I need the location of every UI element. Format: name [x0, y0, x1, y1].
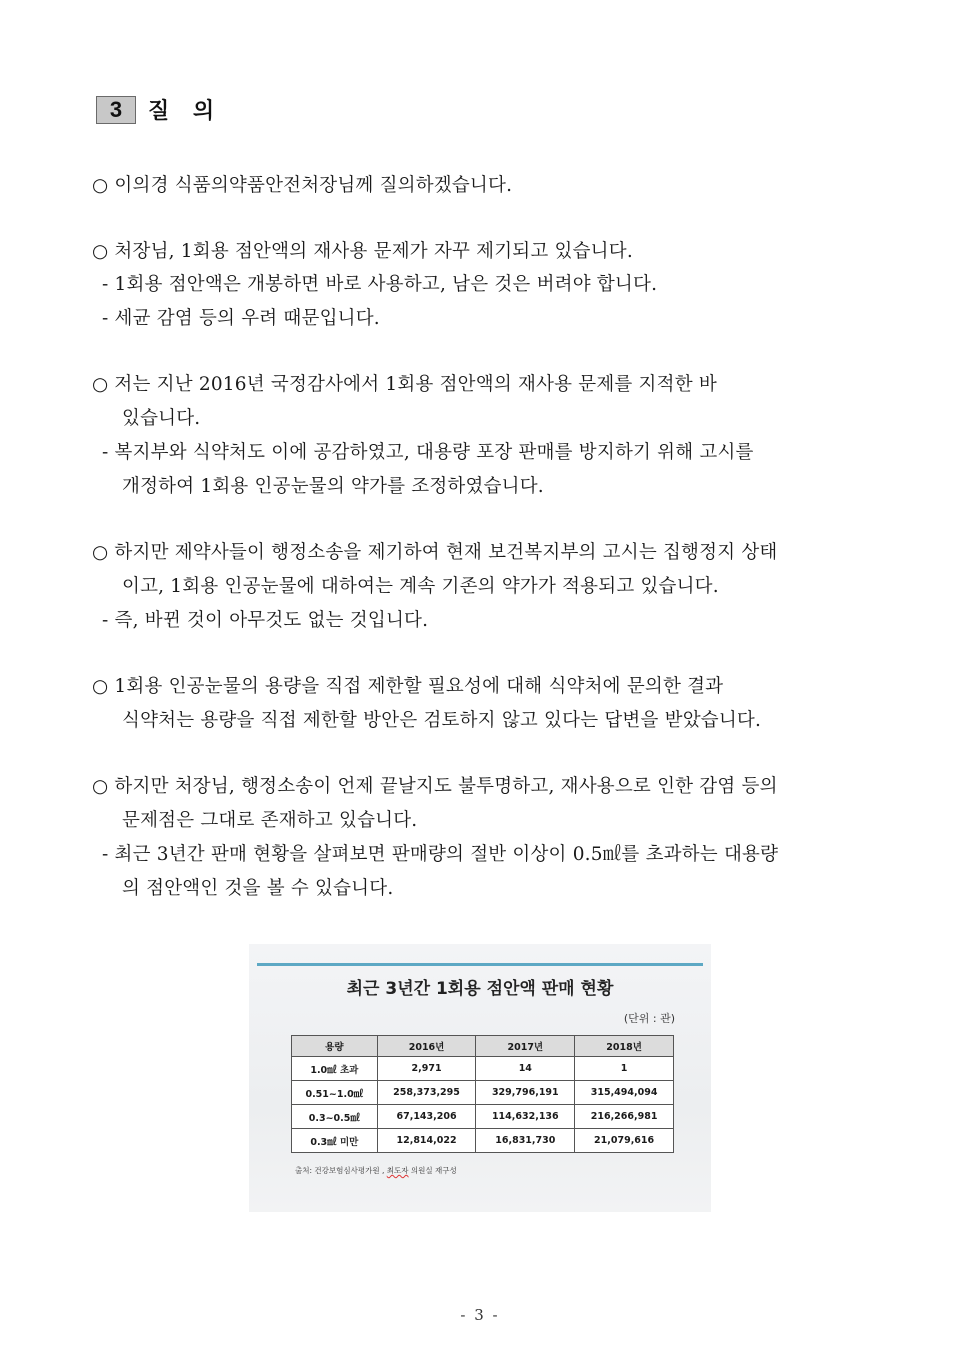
table-cell: 0.3㎖ 미만: [292, 1129, 378, 1153]
bullet-paragraph-line: ○ 1회용 인공눈물의 용량을 직접 제한할 필요성에 대해 식약처에 문의한 결과: [92, 676, 724, 697]
table-cell: 1.0㎖ 초과: [292, 1057, 378, 1081]
table-row: [292, 1057, 674, 1081]
table-cell: 114,632,136: [476, 1105, 575, 1129]
table-cell: 315,494,094: [575, 1081, 674, 1105]
bullet-paragraph-line: ○ 처장님, 1회용 점안액의 재사용 문제가 자꾸 제기되고 있습니다.: [92, 241, 633, 262]
section-title: 질 의: [148, 99, 223, 124]
table-row: [292, 1105, 674, 1129]
section-heading: [96, 94, 222, 125]
dash-sub-point-line: - 최근 3년간 판매 현황을 살펴보면 판매량의 절반 이상이 0.5㎖를 초과하는 대용량: [102, 844, 779, 865]
table-row: [292, 1081, 674, 1105]
table-header-row: [292, 1036, 674, 1057]
continuation-line: 있습니다.: [122, 408, 201, 429]
continuation-line: 이고, 1회용 인공눈물에 대하여는 계속 기존의 약가가 적용되고 있습니다.: [122, 576, 719, 597]
dash-sub-point-line: - 세균 감염 등의 우려 때문입니다.: [102, 308, 380, 329]
table-cell: 329,796,191: [476, 1081, 575, 1105]
table-cell: 16,831,730: [476, 1129, 575, 1153]
column-header: 용량: [292, 1036, 378, 1057]
bullet-paragraph-line: ○ 이의경 식품의약품안전처장님께 질의하겠습니다.: [92, 175, 513, 196]
bullet-paragraph-line: ○ 하지만 제약사들이 행정소송을 제기하여 현재 보건복지부의 고시는 집행정지 상태: [92, 542, 778, 563]
sales-table: [291, 1035, 674, 1153]
table-cell: 0.3~0.5㎖: [292, 1105, 378, 1129]
table-row: [292, 1129, 674, 1153]
source-name: 최도자: [386, 1166, 409, 1175]
bullet-paragraph-line: ○ 저는 지난 2016년 국정감사에서 1회용 점안액의 재사용 문제를 지적한 바: [92, 374, 717, 395]
table-cell: 2,971: [377, 1057, 476, 1081]
section-number-box: 3: [96, 96, 136, 124]
table-cell: 67,143,206: [377, 1105, 476, 1129]
table-cell: 1: [575, 1057, 674, 1081]
source-suffix: 의원실 재구성: [408, 1166, 457, 1175]
sales-table-figure: [249, 944, 711, 1212]
continuation-line: 문제점은 그대로 존재하고 있습니다.: [122, 810, 418, 831]
column-header: 2018년: [575, 1036, 674, 1057]
figure-source-note: [295, 1165, 457, 1176]
figure-unit-label: (단위 : 관): [623, 1012, 675, 1025]
column-header: 2016년: [377, 1036, 476, 1057]
continuation-line: 의 점안액인 것을 볼 수 있습니다.: [122, 878, 394, 899]
table-cell: 12,814,022: [377, 1129, 476, 1153]
table-cell: 14: [476, 1057, 575, 1081]
continuation-line: 식약처는 용량을 직접 제한할 방안은 검토하지 않고 있다는 답변을 받았습니다.: [122, 710, 762, 731]
figure-title: 최근 3년간 1회용 점안액 판매 현황: [346, 979, 614, 999]
figure-accent-rule: [257, 963, 703, 966]
column-header: 2017년: [476, 1036, 575, 1057]
table-cell: 0.51~1.0㎖: [292, 1081, 378, 1105]
table-cell: 216,266,981: [575, 1105, 674, 1129]
continuation-line: 개정하여 1회용 인공눈물의 약가를 조정하였습니다.: [122, 476, 544, 497]
dash-sub-point-line: - 즉, 바뀐 것이 아무것도 없는 것입니다.: [102, 610, 429, 631]
bullet-paragraph-line: ○ 하지만 처장님, 행정소송이 언제 끝날지도 불투명하고, 재사용으로 인한 감염 등의: [92, 776, 778, 797]
dash-sub-point-line: - 복지부와 식약처도 이에 공감하였고, 대용량 포장 판매를 방지하기 위해 고시를: [102, 442, 754, 463]
page-number: - 3 -: [460, 1306, 500, 1324]
source-prefix: 출처: 건강보험심사평가원 ,: [295, 1166, 387, 1175]
table-cell: 258,373,295: [377, 1081, 476, 1105]
dash-sub-point-line: - 1회용 점안액은 개봉하면 바로 사용하고, 남은 것은 버려야 합니다.: [102, 274, 658, 295]
table-cell: 21,079,616: [575, 1129, 674, 1153]
